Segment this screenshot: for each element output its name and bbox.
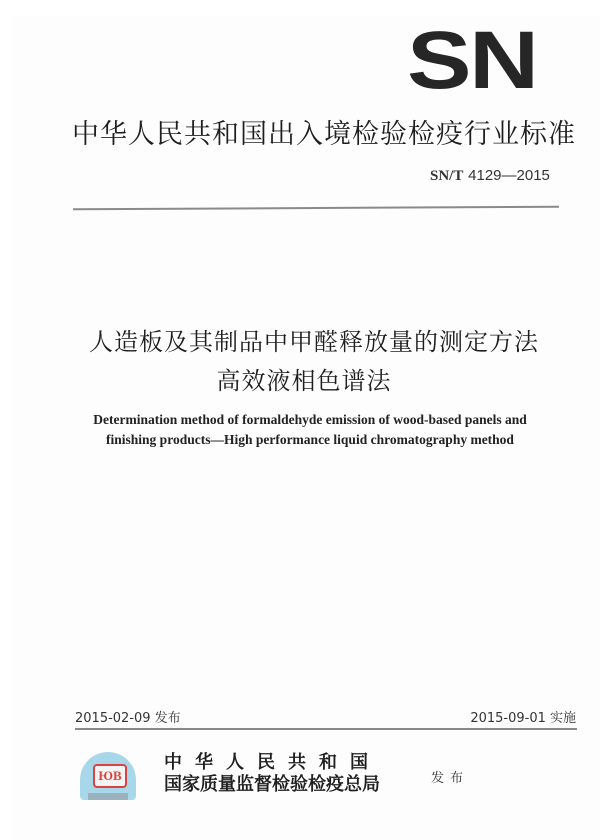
publisher-country: 中华人民共和国 <box>164 752 381 773</box>
standard-prefix: SN/T <box>430 168 464 184</box>
publisher-agency: 国家质量监督检验检疫总局 <box>164 774 380 795</box>
industry-standard-title: 中华人民共和国出入境检验检疫行业标准 <box>72 119 576 150</box>
english-title-line-1: Determination method of formaldehyde emission of wood-based panels and <box>93 412 527 427</box>
implementation-date: 2015-09-01 实施 <box>470 711 576 726</box>
standard-number <box>430 166 550 185</box>
issue-date: 2015-02-09 发布 <box>75 711 181 726</box>
english-title-line-2: finishing products—High performance liquid chromatography method <box>106 432 514 447</box>
sn-logo: SN <box>407 15 537 106</box>
seal-emblem: ЮB <box>93 764 127 788</box>
aqsiq-seal-icon <box>80 752 136 800</box>
chinese-title-line-2: 高效液相色谱法 <box>216 367 392 395</box>
chinese-title-line-1: 人造板及其制品中甲醛释放量的测定方法 <box>89 328 539 356</box>
publish-label: 发布 <box>431 771 470 786</box>
footer-divider <box>75 728 577 730</box>
publisher-block <box>164 752 381 796</box>
seal-base <box>88 793 128 800</box>
standard-code: 4129—2015 <box>468 167 550 184</box>
